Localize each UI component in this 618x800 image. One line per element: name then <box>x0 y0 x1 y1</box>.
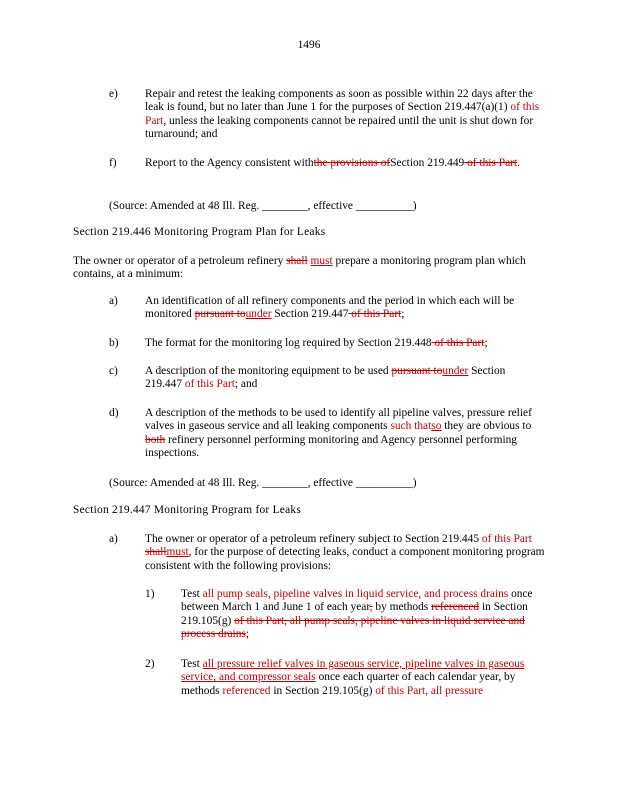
item-a-text: The owner or operator of a petroleum refinery subject to Section 219.445 of this Part shallmust, for the purpose of detecting leaks, conduct a component monitoring program consistent with the following provisions: <box>145 533 545 572</box>
section-heading: Section 219.447 Monitoring Program for Leaks <box>73 504 302 516</box>
item-e-text: Repair and retest the leaking components as soon as possible within 22 days after the leak is found, but no later than June 1 for the purposes of Section 219.447(a)(1) of this Part, unless the leaking components cannot be repaired until the unit is shut down for turnaround; and <box>145 88 540 141</box>
item-f-text: Report to the Agency consistent withthe provisions ofSection 219.449 of this Part. <box>145 157 520 169</box>
item-b-label: b) <box>109 337 119 349</box>
subitem-1-label: 1) <box>145 588 155 600</box>
item-b-text: The format for the monitoring log required by Section 219.448 of this Part; <box>145 337 488 349</box>
source-note: (Source: Amended at 48 Ill. Reg. ________, effective __________) <box>109 200 417 212</box>
item-d-text: A description of the methods to be used to identify all pipeline valves, pressure relief valves in gaseous service and all leaking components such thatso they are obvious to both refinery personnel performing monitoring and Agency personnel performing inspections. <box>145 407 532 460</box>
section-intro: The owner or operator of a petroleum refinery shall must prepare a monitoring program plan which contains, at a minimum: <box>73 255 526 281</box>
item-d-label: d) <box>109 407 119 419</box>
item-c-label: c) <box>109 365 118 377</box>
subitem-1-text: Test all pump seals, pipeline valves in liquid service, and process drains once between March 1 and June 1 of each year, by methods referenced in Section 219.105(g) of this Part, all pump seals, pipeline valves in liquid service and process drains; <box>181 588 533 641</box>
item-c-text: A description of the monitoring equipment to be used pursuant tounder Section 219.447 of this Part; and <box>145 365 506 391</box>
page-number: 1496 <box>297 39 321 51</box>
source-note: (Source: Amended at 48 Ill. Reg. ________, effective __________) <box>109 477 417 489</box>
item-a-text: An identification of all refinery components and the period in which each will be monitored pursuant tounder Section 219.447 of this Part; <box>145 295 515 321</box>
section-heading: Section 219.446 Monitoring Program Plan for Leaks <box>73 226 326 238</box>
item-a-label: a) <box>109 533 118 545</box>
subitem-2-text: Test all pressure relief valves in gaseous service, pipeline valves in gaseous service, and compressor seals once each quarter of each calendar year, by methods referenced in Section 219.105(g) of this Part, all pressure <box>181 658 525 697</box>
subitem-2-label: 2) <box>145 658 155 670</box>
item-a-label: a) <box>109 295 118 307</box>
item-e-label: e) <box>109 88 118 100</box>
item-f-label: f) <box>109 157 117 169</box>
